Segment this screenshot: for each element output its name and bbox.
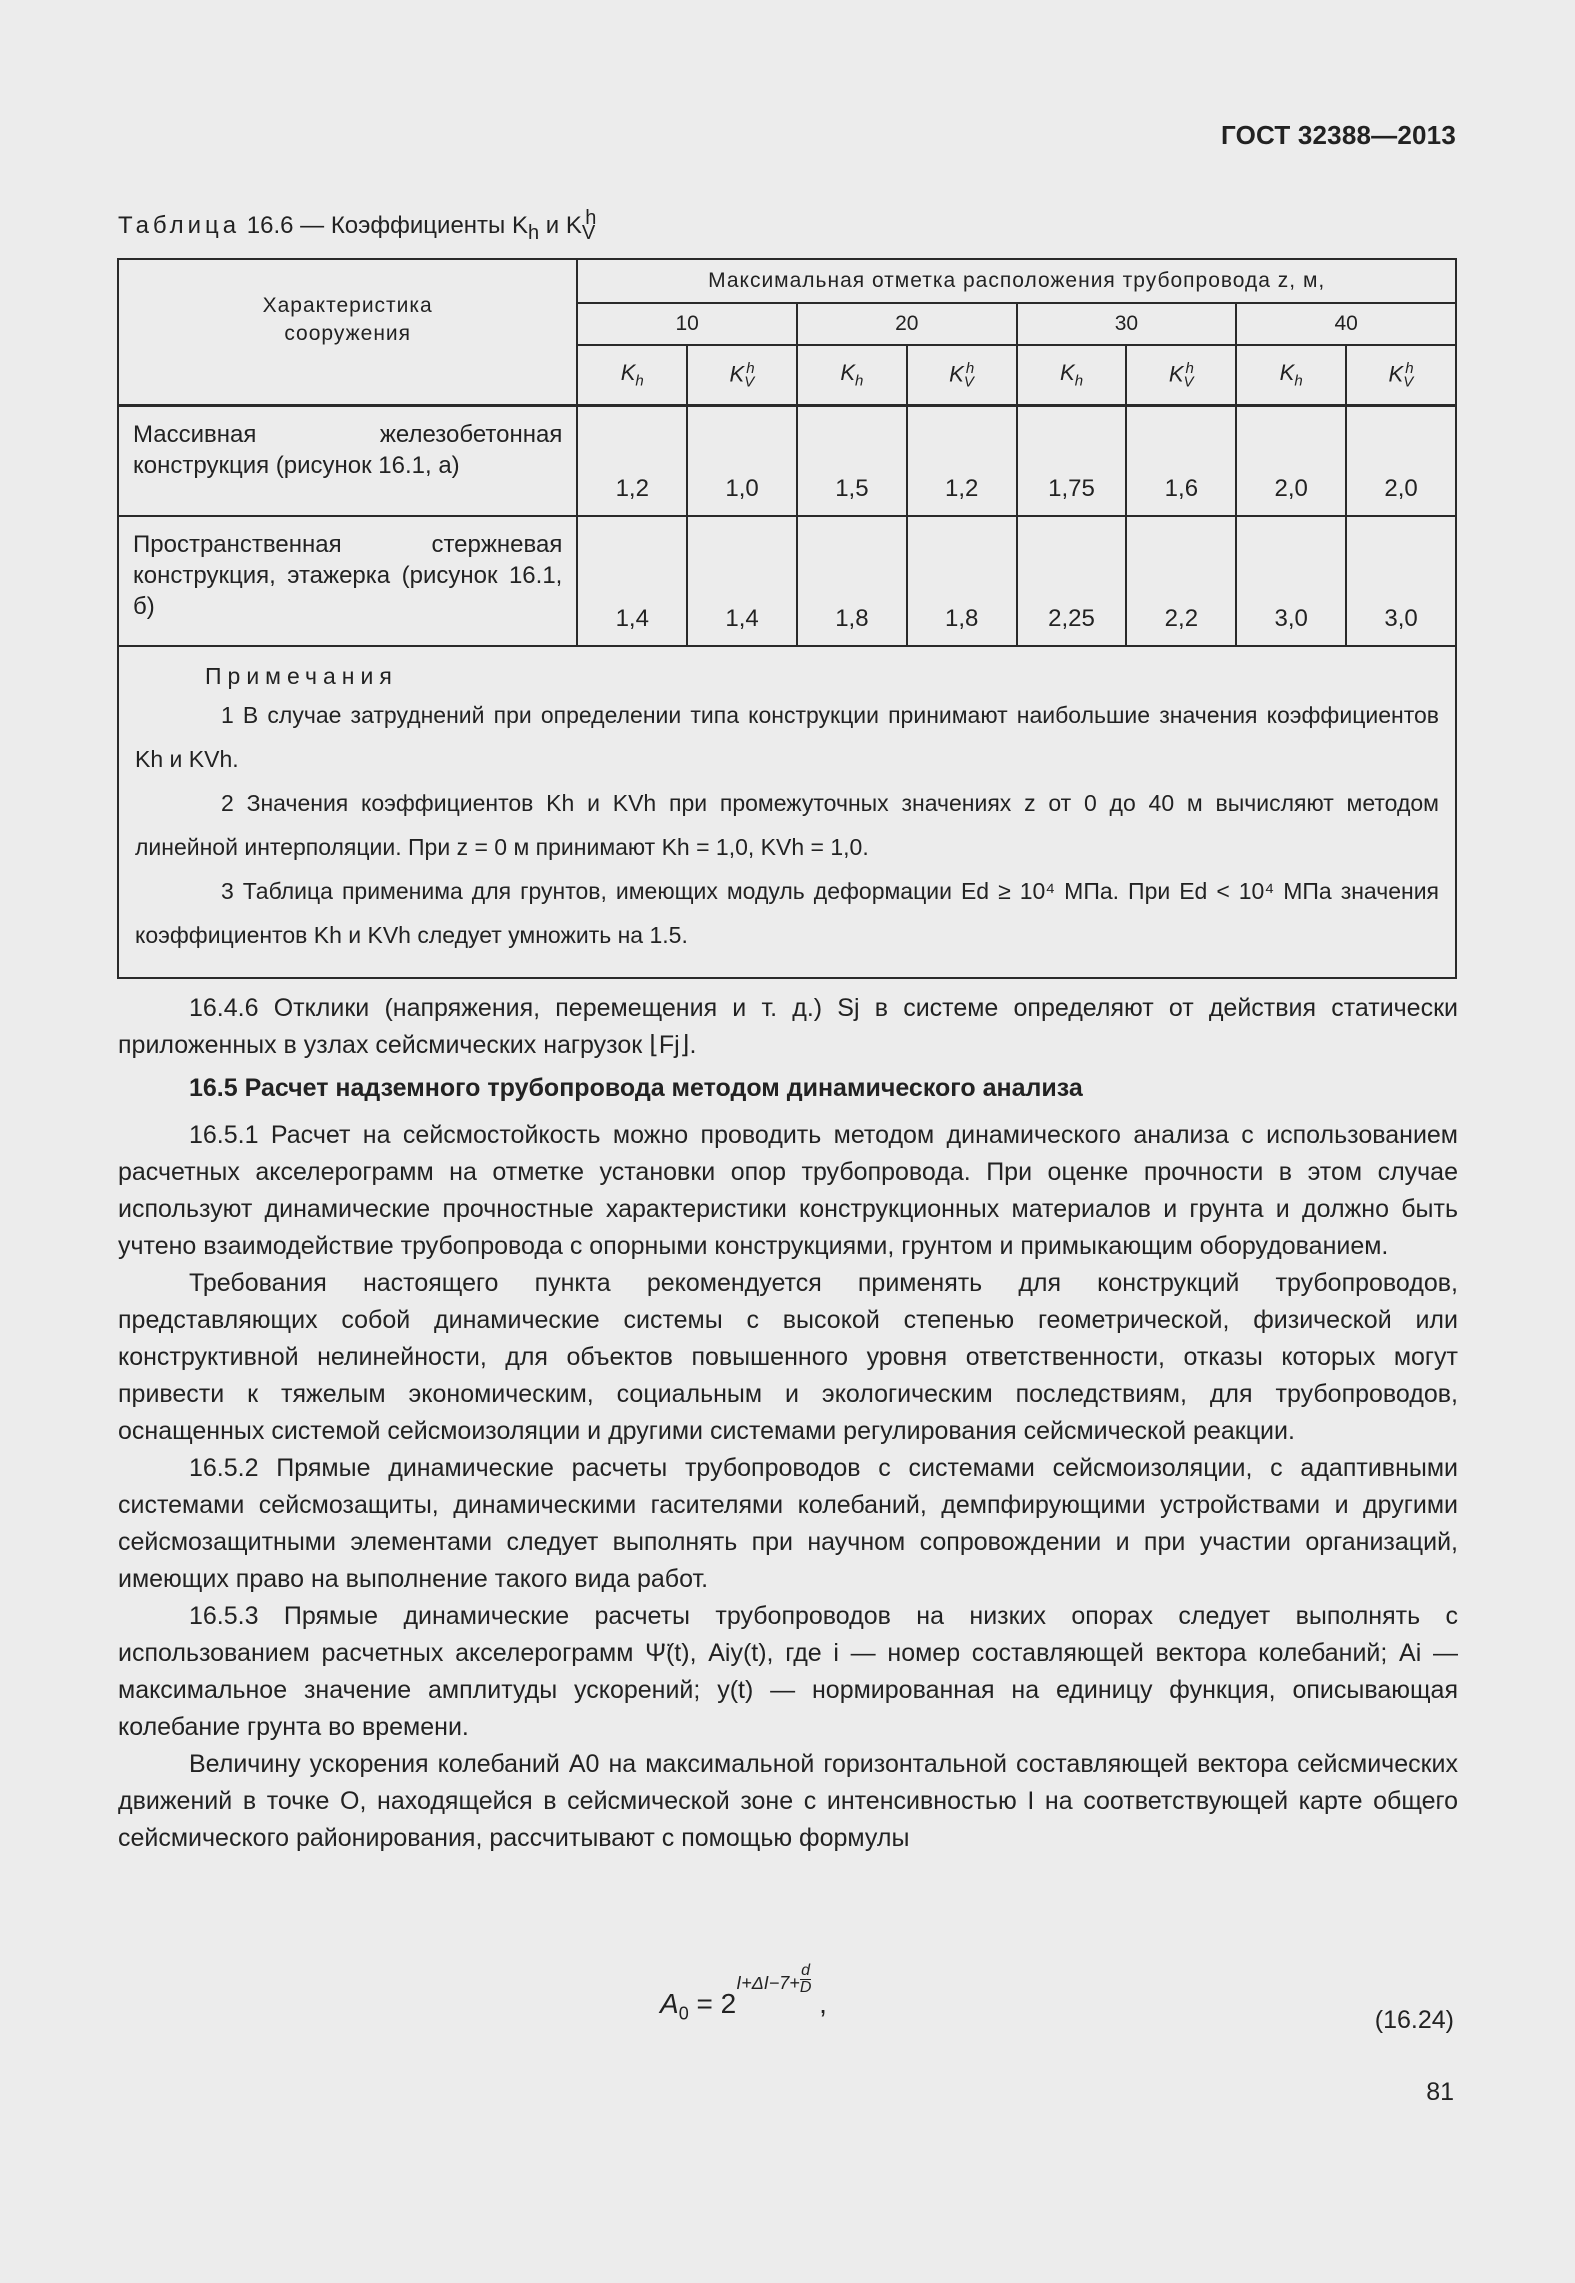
coef-kv-header: $K_V^h$	[907, 345, 1017, 406]
formula-number: (16.24)	[1374, 2006, 1454, 2034]
paragraph-16-4-6: 16.4.6 Отклики (напряжения, перемещения и т. д.) Sj в системе определяют от действия статически приложенных в узлах сейсмических нагрузок ⌊Fj⌋.	[118, 994, 1458, 1059]
table-cell: 1,75	[1017, 406, 1127, 517]
table-caption	[118, 207, 596, 245]
table-cell: 1,2	[577, 406, 687, 517]
section-heading-16-5: 16.5 Расчет надземного трубопровода методом динамического анализа	[189, 1074, 1083, 1102]
paragraph-16-5-2: 16.5.2 Прямые динамические расчеты трубопроводов с системами сейсмоизоляции, с адаптивными системами сейсмозащиты, динамическими гасителями колебаний, демпфирующими устройствами и другими сейсмозащитными элементами следует выполнять при научном сопровождении и при участии организаций, имеющих право на выполнение такого вида работ.	[118, 1454, 1458, 1593]
note-item: 1 В случае затруднений при определении типа конструкции принимают наибольшие значения коэффициентов Kh и KVh.	[135, 702, 1439, 772]
table-cell: 1,4	[687, 516, 797, 646]
row-label: Пространственная стержневая конструкция, этажерка (рисунок 16.1, б)	[118, 516, 577, 646]
body-text	[118, 990, 1458, 1857]
table-cell: 2,0	[1236, 406, 1346, 517]
table-cell: 1,4	[577, 516, 687, 646]
table-row	[118, 516, 1456, 646]
level-header: 40	[1236, 303, 1456, 345]
table-row	[118, 406, 1456, 517]
table-cell: 1,6	[1126, 406, 1236, 517]
coefficients-table	[117, 258, 1457, 979]
table-cell: 1,2	[907, 406, 1017, 517]
group-header: Максимальная отметка расположения трубопровода z, м,	[577, 259, 1456, 303]
table-cell: 2,25	[1017, 516, 1127, 646]
caption-text: 16.6 — Коэффициенты $K_h$ и $K_V^h$	[246, 207, 597, 244]
coef-kh-header: $K_h$	[577, 345, 687, 406]
coef-kv-header: $K_V^h$	[1346, 345, 1456, 406]
paragraph-16-5-1: 16.5.1 Расчет на сейсмостойкость можно проводить методом динамического анализа с использованием расчетных акселерограмм на отметке установки опор трубопровода. При оценке прочности в этом случае используют динамические прочностные характеристики конструкционных материалов и грунта и должно быть учтено взаимодействие трубопровода с опорными конструкциями, грунтом и примыкающим оборудованием.	[118, 1121, 1458, 1260]
table-cell: 2,2	[1126, 516, 1236, 646]
page-number: 81	[1426, 2078, 1454, 2106]
coef-kh-header: $K_h$	[1017, 345, 1127, 406]
corner-header: Характеристика сооружения	[118, 259, 577, 406]
table-cell: 2,0	[1346, 406, 1456, 517]
table-cell: 3,0	[1346, 516, 1456, 646]
coef-kh-header: $K_h$	[1236, 345, 1346, 406]
table-cell: 3,0	[1236, 516, 1346, 646]
table-cell: 1,8	[907, 516, 1017, 646]
table-cell: 1,5	[797, 406, 907, 517]
notes-title: Примечания	[205, 663, 398, 689]
level-header: 20	[797, 303, 1017, 345]
note-item: 3 Таблица применима для грунтов, имеющих модуль деформации Ed ≥ 10⁴ МПа. При Ed < 10⁴ МПа значения коэффициентов Kh и KVh следует умножить на 1.5.	[135, 878, 1439, 948]
table-notes	[118, 646, 1456, 978]
table-cell: 1,0	[687, 406, 797, 517]
document-code: ГОСТ 32388—2013	[1221, 120, 1456, 150]
level-header: 30	[1017, 303, 1237, 345]
coef-kh-header: $K_h$	[797, 345, 907, 406]
note-item: 2 Значения коэффициентов Kh и KVh при промежуточных значениях z от 0 до 40 м вычисляют методом линейной интерполяции. При z = 0 м принимают Kh = 1,0, KVh = 1,0.	[135, 790, 1439, 860]
level-header: 10	[577, 303, 797, 345]
paragraph-requirements: Требования настоящего пункта рекомендуется применять для конструкций трубопроводов, представляющих собой динамические системы с высокой степенью геометрической, физической или конструктивной нелинейности, для объектов повышенного уровня ответственности, отказы которых могут привести к тяжелым экономическим, социальным и экологическим последствиям, для трубопроводов, оснащенных системой сейсмоизоляции и другими системами регулирования сейсмической реакции.	[118, 1269, 1458, 1445]
caption-label: Таблица	[118, 212, 241, 239]
coef-kv-header: $K_V^h$	[1126, 345, 1236, 406]
paragraph-acceleration: Величину ускорения колебаний A0 на максимальной горизонтальной составляющей вектора сейсмических движений в точке О, находящейся в сейсмической зоне с интенсивностью I на соответствующей карте общего сейсмического районирования, рассчитывают с помощью формулы	[118, 1750, 1458, 1852]
table-cell: 1,8	[797, 516, 907, 646]
formula-16-24: $A_0 = 2^{I+\Delta I-7+}$ $\frac{d}{D}$ ,	[660, 1962, 827, 2024]
row-label: Массивная железобетонная конструкция (рисунок 16.1, а)	[118, 406, 577, 517]
paragraph-16-5-3: 16.5.3 Прямые динамические расчеты трубопроводов на низких опорах следует выполнять с использованием расчетных акселерограмм Ψ̈(t), Aiy(t), где i — номер составляющей вектора колебаний; Ai — максимальное значение амплитуды ускорений; y(t) — нормированная на единицу функция, описывающая колебание грунта во времени.	[118, 1602, 1458, 1741]
coef-kv-header: $K_V^h$	[687, 345, 797, 406]
